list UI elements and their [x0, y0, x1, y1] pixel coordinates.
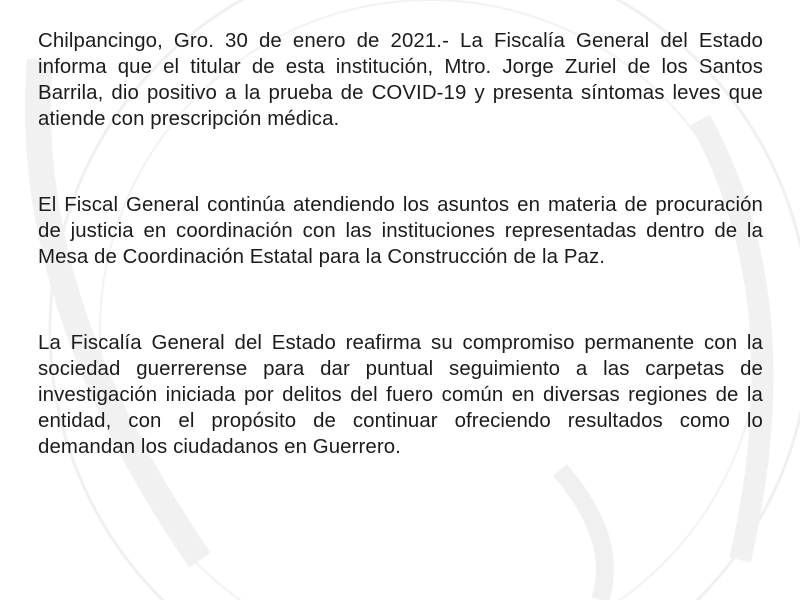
paragraph-announcement: Chilpancingo, Gro. 30 de enero de 2021.- La Fiscalía General del Estado informa que el titular de esta institución, Mtro. Jorge Zuriel de los Santos Barrila, dio positivo a la prueba de COVID-19 y presenta síntomas leves que atiende con prescripción médica.: [38, 30, 763, 130]
paragraph-continuity: El Fiscal General continúa atendiendo los asuntos en materia de procuración de justicia en coordinación con las instituciones representadas dentro de la Mesa de Coordinación Estatal para la Construcción de la Paz.: [38, 194, 763, 268]
paragraph-commitment: La Fiscalía General del Estado reafirma su compromiso permanente con la sociedad guerrerense para dar puntual seguimiento a las carpetas de investigación iniciada por delitos del fuero común en diversas regiones de la entidad, con el propósito de continuar ofreciendo resultados como lo demandan los ciudadanos en Guerrero.: [38, 332, 763, 458]
press-release-body: [38, 28, 763, 460]
